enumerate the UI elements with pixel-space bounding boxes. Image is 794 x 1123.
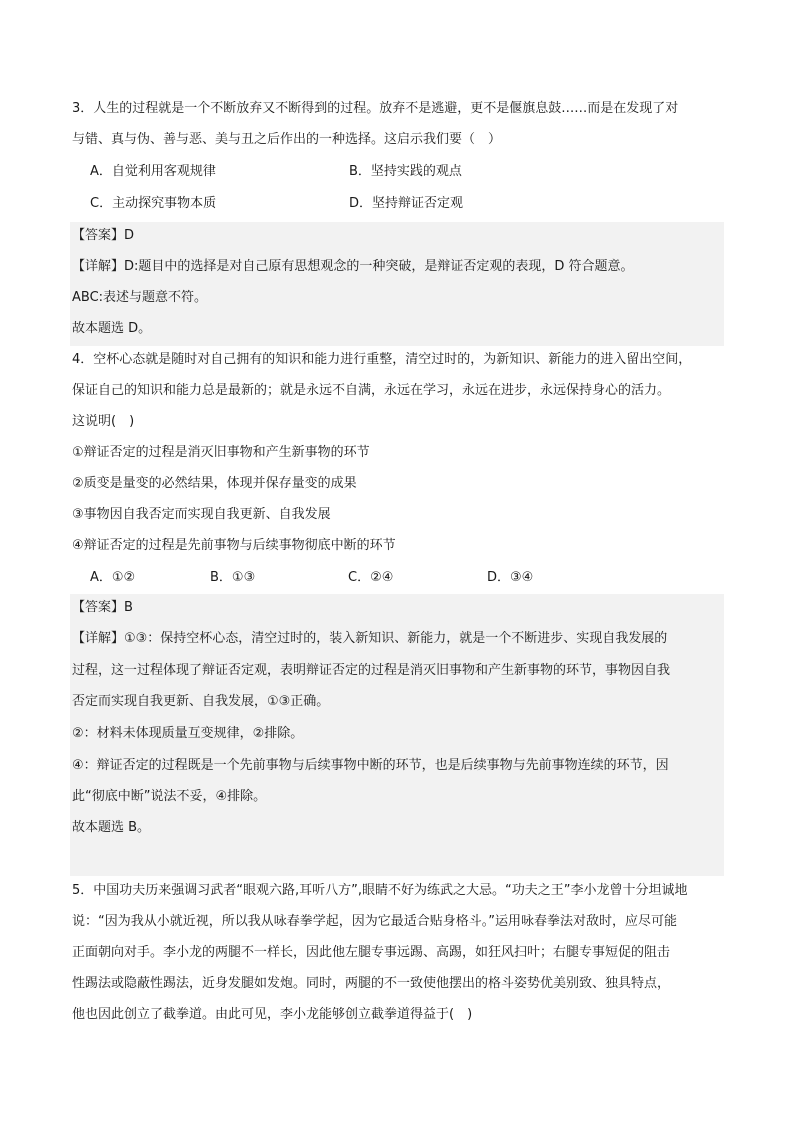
q3-conclusion: 故本题选 D。 (72, 321, 152, 336)
q5-stem-line3: 正面朝向对手。李小龙的两腿不一样长，因此他左腿专事远踢、高踢，如狂风扫叶；右腿专事短促的阻击 (72, 945, 671, 960)
q4-detail-line6: 此“彻底中断”说法不妥，④排除。 (72, 789, 267, 804)
q4-stem-line1: 4．空杯心态就是随时对自己拥有的知识和能力进行重整，清空过时的，为新知识、新能力的进入留出空间， (72, 352, 692, 367)
q3-option-b: B．坚持实践的观点 (349, 164, 462, 179)
q4-detail-line4: ②：材料未体现质量互变规律，②排除。 (72, 726, 304, 741)
q4-option-d: D．③④ (487, 570, 534, 585)
q4-stem-line3: 这说明( ) (72, 414, 135, 429)
q3-detail: 【详解】D:题目中的选择是对自己原有思想观念的一种突破，是辩证否定观的表现，D 符合题意。 (72, 259, 634, 274)
q4-conclusion: 故本题选 B。 (72, 820, 151, 835)
q4-option-c: C．②④ (348, 570, 394, 585)
q4-detail-line2: 过程，这一过程体现了辩证否定观，表明辩证否定的过程是消灭旧事物和产生新事物的环节，事物因自我 (72, 663, 671, 678)
q5-stem-line2: 说：“因为我从小就近视，所以我从咏春拳学起，因为它最适合贴身格斗。”运用咏春拳法对敌时，应尽可能 (72, 914, 677, 929)
q4-item-4: ④辩证否定的过程是先前事物与后续事物彻底中断的环节 (72, 538, 396, 553)
q4-item-2: ②质变是量变的必然结果，体现并保存量变的成果 (72, 476, 357, 491)
q4-option-a: A．①② (90, 570, 136, 585)
q3-answer: 【答案】D (72, 228, 135, 243)
q5-stem-line1: 5．中国功夫历来强调习武者“眼观六路,耳听八方”,眼睛不好为练武之大忌。“功夫之王”李小龙曾十分坦诚地 (72, 883, 688, 898)
q3-stem-line2: 与错、真与伪、善与恶、美与丑之后作出的一种选择。这启示我们要（ ） (72, 132, 502, 147)
q4-stem-line2: 保证自己的知识和能力总是最新的；就是永远不自满，永远在学习，永远在进步，永远保持身心的活力。 (72, 383, 671, 398)
q4-detail-line5: ④：辩证否定的过程既是一个先前事物与后续事物中断的环节，也是后续事物与先前事物连续的环节，因 (72, 758, 669, 773)
q3-option-a: A．自觉利用客观规律 (90, 164, 216, 179)
q4-item-1: ①辩证否定的过程是消灭旧事物和产生新事物的环节 (72, 445, 370, 460)
q3-note: ABC:表述与题意不符。 (72, 290, 208, 305)
q3-option-d: D．坚持辩证否定观 (349, 196, 464, 211)
q3-option-c: C．主动探究事物本质 (90, 196, 217, 211)
q3-answer-panel (70, 222, 724, 346)
q4-answer: 【答案】B (72, 600, 133, 615)
q4-option-b: B．①③ (210, 570, 256, 585)
q3-stem-line1: 3．人生的过程就是一个不断放弃又不断得到的过程。放弃不是逃避，更不是偃旗息鼓……而是在发现了对 (72, 101, 679, 116)
q4-detail-line3: 否定而实现自我更新、自我发展，①③正确。 (72, 694, 330, 709)
q5-stem-line5: 他也因此创立了截拳道。由此可见，李小龙能够创立截拳道得益于( ) (72, 1007, 473, 1022)
q4-detail-line1: 【详解】①③：保持空杯心态，清空过时的，装入新知识、新能力，就是一个不断进步、实现自我发展的 (72, 631, 668, 646)
q5-stem-line4: 性踢法或隐蔽性踢法，近身发腿如发炮。同时，两腿的不一致使他摆出的格斗姿势优美别致、独具特点， (72, 976, 671, 991)
q4-item-3: ③事物因自我否定而实现自我更新、自我发展 (72, 507, 331, 522)
